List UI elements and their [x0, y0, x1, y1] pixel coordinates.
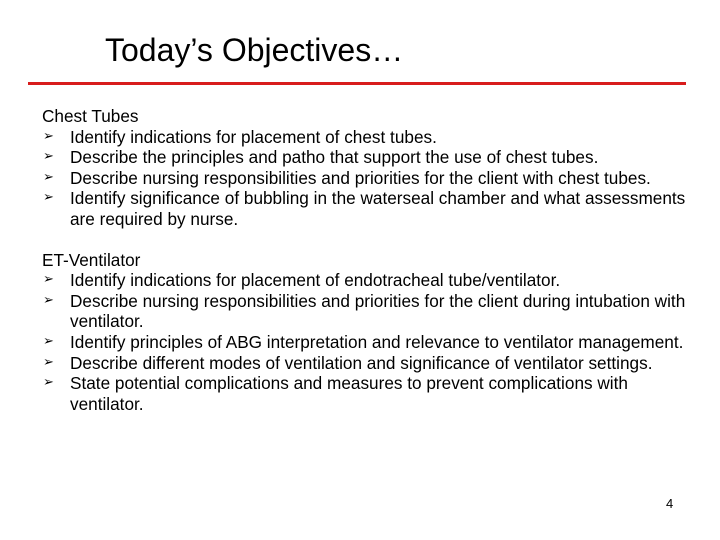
bullet-text: Describe nursing responsibilities and priorities for the client with chest tubes.	[70, 167, 651, 188]
arrowhead-bullet-icon: ➢	[43, 128, 54, 144]
bullet-item	[42, 332, 692, 353]
bullet-item	[42, 127, 692, 148]
bullet-item	[42, 291, 692, 332]
bullet-item	[42, 270, 692, 291]
arrowhead-bullet-icon: ➢	[43, 149, 54, 165]
arrowhead-bullet-icon: ➢	[43, 292, 54, 308]
bullet-item	[42, 147, 692, 168]
bullet-text: Identify indications for placement of endotracheal tube/ventilator.	[70, 270, 561, 291]
bullet-list	[42, 270, 692, 414]
arrowhead-bullet-icon: ➢	[43, 190, 54, 206]
section-heading: Chest Tubes	[42, 106, 139, 126]
page-number: 4	[666, 496, 674, 511]
title-divider	[28, 82, 686, 85]
bullet-text: Describe the principles and patho that support the use of chest tubes.	[70, 147, 599, 168]
section-heading: ET-Ventilator	[42, 249, 141, 270]
section-et-ventilator	[42, 250, 692, 415]
slide-body	[42, 106, 692, 414]
slide-title: Today’s Objectives…	[105, 32, 404, 68]
arrowhead-bullet-icon: ➢	[43, 354, 54, 370]
section-chest-tubes	[42, 106, 692, 230]
arrowhead-bullet-icon: ➢	[43, 375, 54, 391]
bullet-text: Identify indications for placement of chest tubes.	[70, 126, 437, 147]
bullet-text: State potential complications and measures to prevent complications with ventilator.	[70, 373, 628, 414]
bullet-item	[42, 168, 692, 189]
arrowhead-bullet-icon: ➢	[43, 333, 54, 349]
bullet-text: Identify significance of bubbling in the waterseal chamber and what assessments are required by nurse.	[70, 188, 686, 229]
bullet-list	[42, 127, 692, 230]
arrowhead-bullet-icon: ➢	[43, 272, 54, 288]
bullet-text: Describe nursing responsibilities and priorities for the client during intubation with ventilator.	[70, 290, 686, 332]
bullet-item	[42, 353, 692, 374]
bullet-text: Describe different modes of ventilation and significance of ventilator settings.	[70, 352, 653, 373]
bullet-text: Identify principles of ABG interpretation and relevance to ventilator management.	[70, 331, 684, 352]
bullet-item	[42, 188, 692, 229]
bullet-item	[42, 373, 692, 414]
arrowhead-bullet-icon: ➢	[43, 169, 54, 185]
